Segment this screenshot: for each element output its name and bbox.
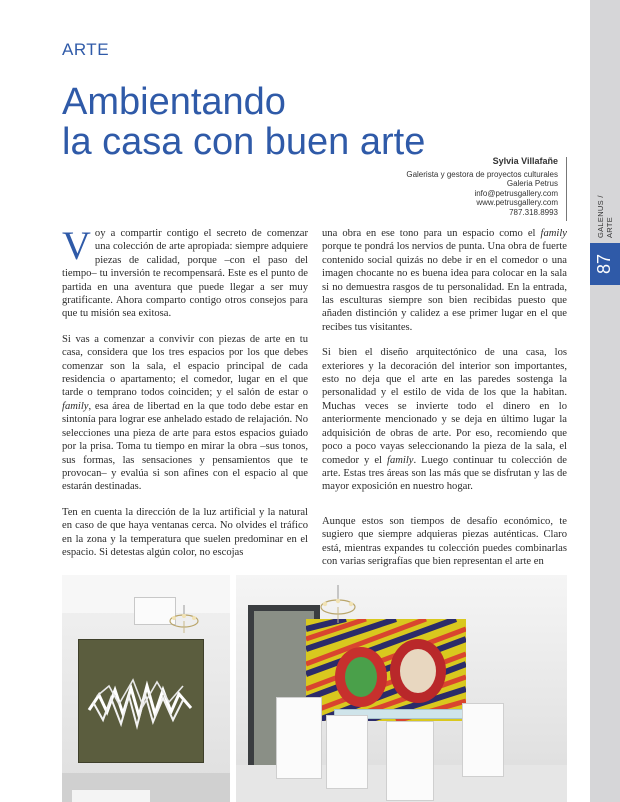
paragraph-text: una obra en ese tono para un espacio como el bbox=[322, 228, 541, 239]
author-phone: 787.318.8993 bbox=[509, 207, 558, 217]
paragraph-text: porque te pondrá los nervios de punta. Una obra de fuerte contenido social quizás no debe ir en el comedor o una imagen chocante no es buena idea para colocar en la sala si no demuestra rasgos de tu personalidad. En la entrada, las esculturas siempre son bien recibidas puesto que añaden distinción y calidez a ese primer lugar en el que recibes tus visitantes. bbox=[322, 241, 567, 333]
photo-chair bbox=[386, 721, 434, 801]
page-sidebar bbox=[590, 0, 620, 802]
photo-living-room bbox=[62, 575, 230, 802]
photo-chair bbox=[276, 697, 322, 779]
paragraph bbox=[62, 223, 308, 321]
emphasis: family bbox=[62, 400, 89, 412]
paragraph-text: Aunque estos son tiempos de desafío económico, te sugiero que siempre adquieras piezas auténticas. Claro está, mientras expandes tu colección puedes combinarlas con varias serigrafías que bien representan el arte en bbox=[322, 516, 567, 568]
body-column-right-lower bbox=[322, 515, 567, 581]
page-number: 87 bbox=[594, 253, 614, 275]
paragraph bbox=[322, 346, 567, 493]
section-label: ARTE bbox=[62, 40, 110, 59]
emphasis: family bbox=[387, 454, 414, 466]
title-line-1: Ambientando bbox=[62, 81, 286, 123]
author-gallery: Galeria Petrus bbox=[506, 179, 558, 189]
drop-cap: V bbox=[62, 223, 91, 268]
chandelier-icon bbox=[166, 605, 202, 635]
photo-chair bbox=[326, 715, 368, 789]
body-column-left bbox=[62, 223, 308, 571]
article-title bbox=[62, 82, 522, 162]
paragraph-text: . Luego continuar tu colección de arte. Estas tres áreas son las más que se disfrutan y las de mayor exposición en nuestro hogar. bbox=[322, 454, 567, 493]
author-name: Sylvia Villafañe bbox=[492, 156, 558, 166]
paragraph-text: Ten en cuenta la dirección de la luz artificial y la natural en caso de que haya ventanas cerca. No olvides el tráfico en la zona y la temperatura que suelen predominar en el espacio. Si detestas algún color, no escojas bbox=[62, 506, 308, 558]
paragraph-text: Si vas a comenzar a convivir con piezas de arte en tu casa, considera que los tres espacios por los que debes comenzar son la sala, el espacio principal de cada residencia o apartamento; el comedor, lugar en el que tarde o temprano todos coinciden; y el salón de estar o bbox=[62, 333, 308, 399]
author-byline bbox=[400, 157, 567, 221]
title-line-2: la casa con buen arte bbox=[62, 121, 426, 163]
paragraph bbox=[322, 515, 567, 569]
abstract-painting bbox=[78, 639, 204, 763]
body-column-right bbox=[322, 227, 567, 506]
photo-bench bbox=[72, 789, 150, 802]
paragraph bbox=[62, 333, 308, 494]
colorful-painting bbox=[306, 619, 466, 721]
paragraph-text: , esa área de libertad en la que todo debe estar en sintonía para lograr ese anhelado estado de relajación. No selecciones una pieza de arte para estos espacios guiado por la prisa. Toma tu tiempo en mirar la obra –sus tonos, sus formas, las sensaciones y pensamientos que te provocan– y evalúa si son afines con el espacio al que estarán destinadas. bbox=[62, 400, 308, 493]
paragraph bbox=[322, 227, 567, 334]
chandelier-icon bbox=[316, 585, 360, 625]
paragraph bbox=[62, 506, 308, 560]
author-website[interactable]: www.petrusgallery.com bbox=[476, 198, 558, 208]
paragraph-text: Si bien el diseño arquitectónico de una casa, los exteriores y la decoración del interior son importantes, esto no deja que el arte en las paredes sostenga la personalidad y el estilo de vida de los que la habitan. Muchas veces se invierte todo el dinero en lo anteriormente mencionado y se deja en último lugar la adquisición de obras de arte. Por eso, recomiendo que poco a poco vayas seleccionando la pieza de la sala, el comedor y el bbox=[322, 347, 567, 466]
section-running-label: GALENUS / ARTE bbox=[596, 195, 614, 238]
author-email[interactable]: info@petrusgallery.com bbox=[474, 188, 558, 198]
emphasis: family bbox=[540, 228, 567, 239]
author-role: Galerista y gestora de proyectos culturales bbox=[406, 169, 558, 179]
photo-dining-room bbox=[236, 575, 567, 802]
paragraph-text: oy a compartir contigo el secreto de comenzar una colección de arte apropiada: siempre adquiere piezas de calidad, porque –con el paso del tiempo– tu inversión te recompensará. Este es el punto de partida en una aventura que puede llegar a ser muy gratificante. Ahora comparto contigo otros consejos para que tu misión sea exitosa. bbox=[62, 228, 308, 320]
photo-chair bbox=[462, 703, 504, 777]
